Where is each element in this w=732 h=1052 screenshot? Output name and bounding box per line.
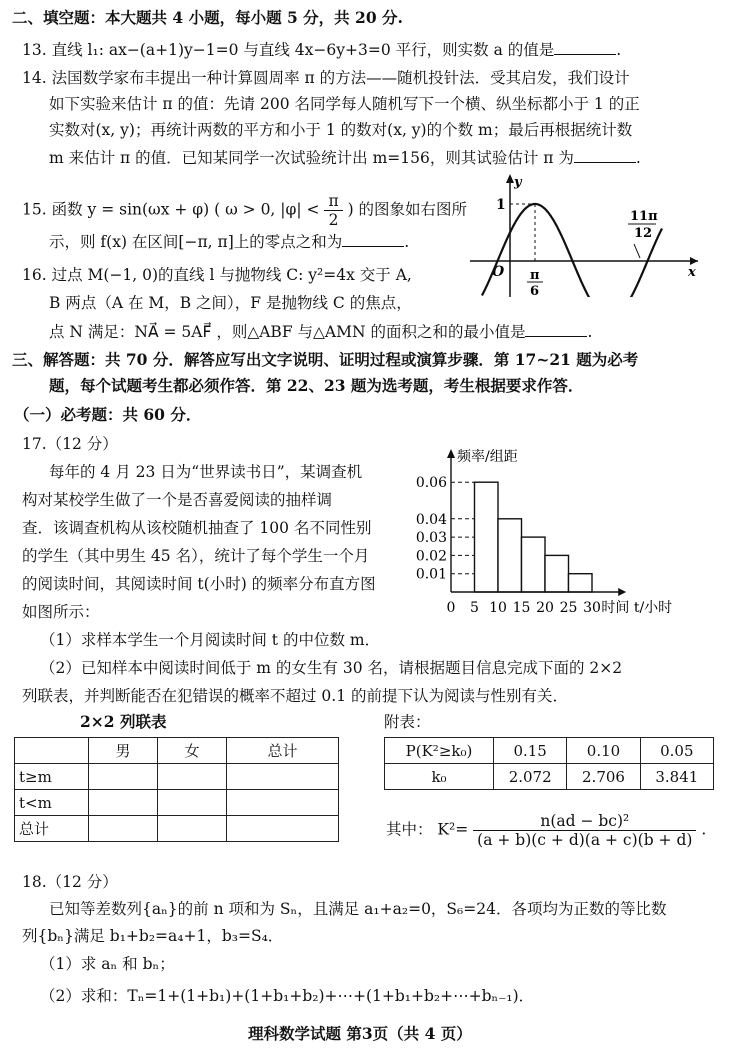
part-1-title: （一）必考题：共 60 分． bbox=[14, 405, 202, 424]
histogram-bar bbox=[498, 519, 522, 592]
svg-text:12: 12 bbox=[634, 226, 653, 241]
header-male: 男 bbox=[89, 738, 158, 764]
section-3-line-2: 题，每个试题考生都必须作答．第 22、23 题为选考题，考生根据要求作答． bbox=[49, 376, 584, 395]
x-tick-label: 25 bbox=[559, 600, 578, 616]
histogram-bar bbox=[522, 537, 546, 592]
x-tick-label: 5 bbox=[470, 600, 479, 616]
header-total: 总计 bbox=[226, 738, 338, 764]
answer-blank-13[interactable] bbox=[554, 40, 616, 55]
y-axis-label: y bbox=[514, 175, 522, 190]
cell[interactable] bbox=[226, 790, 338, 816]
y-tick-label: 0.01 bbox=[415, 566, 447, 583]
q17-line-6: 如图所示： bbox=[22, 603, 100, 621]
table-row: k₀ 2.072 2.706 3.841 bbox=[385, 764, 714, 790]
cell[interactable] bbox=[226, 816, 338, 842]
appendix-table bbox=[384, 737, 714, 790]
y-axis-arrow bbox=[447, 449, 455, 458]
y-axis-title: 频率/组距 bbox=[457, 449, 518, 465]
answer-blank-15[interactable] bbox=[342, 232, 404, 247]
svg-text:11π: 11π bbox=[630, 209, 658, 224]
cell[interactable] bbox=[157, 816, 226, 842]
y-tick-label: 0.04 bbox=[415, 511, 447, 528]
header-female: 女 bbox=[157, 738, 226, 764]
histogram-bar bbox=[545, 555, 569, 592]
table-row: t<m bbox=[15, 790, 339, 816]
q18-line-1: 已知等差数列{aₙ}的前 n 项和为 Sₙ，且满足 a₁+a₂=0，S₆=24．各项均为正数的等比数 bbox=[49, 900, 667, 918]
svg-text:6: 6 bbox=[530, 284, 540, 297]
x-tick-label: 30 bbox=[583, 600, 601, 616]
x-axis-arrow bbox=[618, 588, 626, 596]
contingency-table bbox=[14, 737, 339, 842]
cell[interactable] bbox=[89, 816, 158, 842]
origin-label: O bbox=[492, 264, 505, 280]
svg-text:π: π bbox=[530, 268, 540, 283]
x-tick-label: 0 bbox=[446, 600, 456, 616]
k-squared-formula: 其中： K²= $\frac{\text{n(ad − bc)²}}{(a + b)(c + d)(a + c)(b + d)}$ . bbox=[386, 812, 707, 849]
section-2-title: 二、填空题：本大题共 4 小题，每小题 5 分，共 20 分. bbox=[12, 8, 403, 27]
y-tick-label: 0.06 bbox=[415, 475, 447, 492]
cell[interactable] bbox=[157, 764, 226, 790]
q17-part-2-line-1: （2）已知样本中阅读时间低于 m 的女生有 30 名，请根据题目信息完成下面的 2×2 bbox=[40, 659, 623, 677]
table-row: t≥m bbox=[15, 764, 339, 790]
q16-line-2: B 两点（A 在 M，B 之间），F 是抛物线 C 的焦点， bbox=[49, 294, 412, 312]
x-tick-label: 20 bbox=[536, 600, 554, 616]
frequency-histogram bbox=[405, 445, 725, 617]
answer-blank-16[interactable] bbox=[525, 322, 587, 337]
q15-line-2: 示，则 f(x) 在区间[−π, π]上的零点之和为 . bbox=[49, 233, 410, 251]
table-row bbox=[15, 738, 339, 764]
question-13: 13. 直线 l₁: ax−(a+1)y−1=0 与直线 4x−6y+3=0 平行，则实数 a 的值是 . bbox=[22, 41, 622, 59]
cell[interactable] bbox=[89, 790, 158, 816]
cell[interactable] bbox=[89, 764, 158, 790]
q17-part-1: （1）求样本学生一个月阅读时间 t 的中位数 m． bbox=[40, 631, 381, 649]
q17-part-2-line-2: 列联表，并判断能否在犯错误的概率不超过 0.1 的前提下认为阅读与性别有关． bbox=[22, 687, 569, 705]
table-row: P(K²≥k₀) 0.15 0.10 0.05 bbox=[385, 738, 714, 764]
q17-line-5: 的阅读时间，其阅读时间 t(小时) 的频率分布直方图 bbox=[22, 575, 376, 593]
x-axis-title: 时间 t/小时 bbox=[601, 600, 673, 616]
q14-line-3: 实数对(x, y)；再统计两数的平方和小于 1 的数对(x, y)的个数 m；最后再根据统计数 bbox=[49, 121, 633, 139]
answer-blank-14[interactable] bbox=[574, 148, 636, 163]
q14-line-4: m 来估计 π 的值．已知某同学一次试验统计出 m=156，则其试验估计 π 为 . bbox=[49, 149, 641, 167]
histogram-bar bbox=[475, 482, 499, 592]
table-row: 总计 bbox=[15, 816, 339, 842]
histogram-bar bbox=[569, 574, 593, 592]
appendix-title: 附表： bbox=[384, 713, 431, 731]
q17-line-4: 的学生（其中男生 45 名），统计了每个学生一个月 bbox=[22, 547, 370, 565]
q17-line-2: 构对某校学生做了一个是否喜爱阅读的抽样调 bbox=[22, 491, 333, 509]
y-tick-label: 0.03 bbox=[415, 530, 447, 547]
question-14: 14. 法国数学家布丰提出一种计算圆周率 π 的方法——随机投针法．受其启发，我们设计 bbox=[22, 69, 630, 87]
q17-line-1: 每年的 4 月 23 日为“世界读书日”，某调查机 bbox=[49, 463, 363, 481]
y-tick-label: 0.02 bbox=[415, 548, 447, 565]
q18-line-2: 列{bₙ}满足 b₁+b₂=a₄+1，b₃=S₄． bbox=[22, 927, 284, 945]
max-label: 1 bbox=[496, 197, 506, 213]
q16-line-3: 点 N 满足：NA⃗ = 5AF⃗ ，则△ABF 与△AMN 的面积之和的最小值是 . bbox=[49, 323, 593, 341]
contingency-table-title: 2×2 列联表 bbox=[80, 712, 167, 731]
question-18-number: 18.（12 分） bbox=[22, 873, 118, 891]
section-3-line-1: 三、解答题：共 70 分．解答应写出文字说明、证明过程或演算步骤．第 17~21 题为必考 bbox=[12, 350, 639, 369]
x-tick-label: 15 bbox=[512, 600, 531, 616]
q14-line-2: 如下实验来估计 π 的值：先请 200 名同学每人随机写下一个横、纵坐标都小于 1 的正 bbox=[49, 95, 640, 113]
question-17-number: 17.（12 分） bbox=[22, 435, 118, 453]
sine-graph bbox=[470, 172, 702, 297]
question-16: 16. 过点 M(−1, 0)的直线 l 与抛物线 C: y²=4x 交于 A, bbox=[22, 266, 412, 284]
page-footer: 理科数学试题 第3页（共 4 页） bbox=[248, 1024, 472, 1043]
question-15: 15. 函数 y = sin(ωx + φ) ( ω > 0, |φ| < $\frac{\pi}{2}$ ) 的图象如右图所 bbox=[22, 192, 468, 229]
q18-part-2: （2）求和：Tₙ=1+(1+b₁)+(1+b₁+b₂)+⋯+(1+b₁+b₂+⋯+bₙ₋₁)． bbox=[40, 987, 535, 1005]
cell[interactable] bbox=[226, 764, 338, 790]
pi-over-2: $\frac{\pi}{2}$ bbox=[324, 192, 342, 229]
x-tick-label: 10 bbox=[489, 600, 507, 616]
x-axis-label: x bbox=[688, 265, 696, 280]
q17-line-3: 查．该调查机构从该校随机抽查了 100 名不同性别 bbox=[22, 519, 372, 537]
cell[interactable] bbox=[157, 790, 226, 816]
q18-part-1: （1）求 aₙ 和 bₙ； bbox=[40, 955, 175, 973]
